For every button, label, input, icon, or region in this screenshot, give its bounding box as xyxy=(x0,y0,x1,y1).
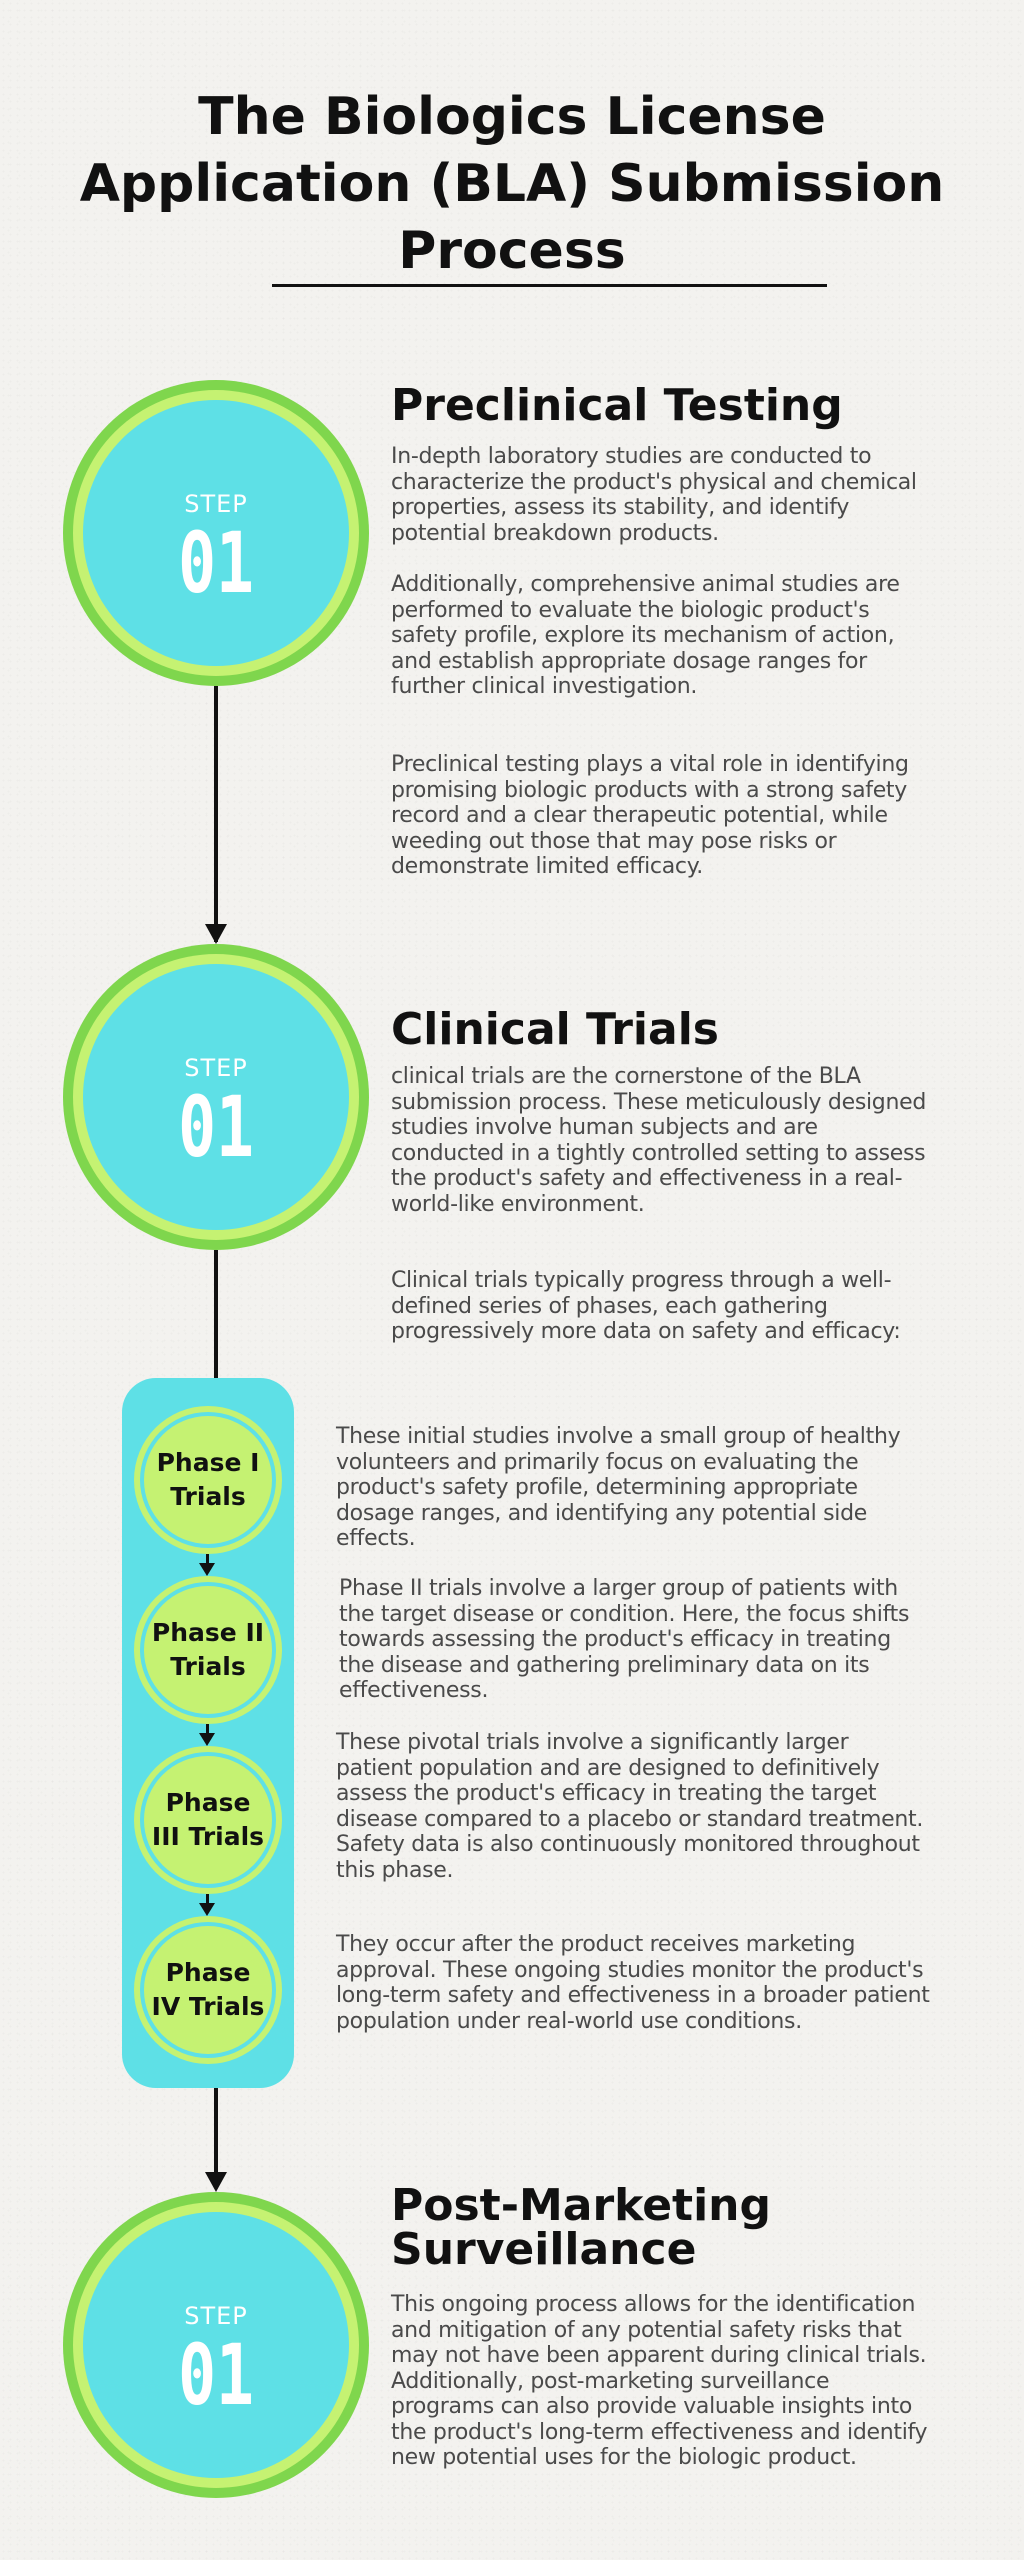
step-label: STEP xyxy=(184,490,248,518)
title-underline xyxy=(272,284,827,287)
step-badge-preclinical xyxy=(63,380,369,686)
phase-1-label: Phase I Trials xyxy=(156,1448,260,1511)
connector-line xyxy=(214,686,218,942)
phase-4-label: Phase IV Trials xyxy=(151,1958,265,2021)
arrow-down-icon xyxy=(199,1563,215,1576)
preclinical-paragraph-2: Additionally, comprehensive animal studies are performed to evaluate the biologic product's safety profile, explore its mechanism of action, and establish appropriate dosage ranges for further clinical investigation. xyxy=(391,572,900,699)
step-badge-clinical xyxy=(63,944,369,1250)
arrow-down-icon xyxy=(205,2172,227,2192)
phase-2-description: Phase II trials involve a larger group of patients with the target disease or condition. Here, the focus shifts towards assessing the product's efficacy in treating the disease and gathering preliminary data on its effectiveness. xyxy=(339,1576,910,1703)
step-number: 01 xyxy=(178,514,254,612)
phase-1-description: These initial studies involve a small group of healthy volunteers and primarily focus on evaluating the product's safety profile, determining appropriate dosage ranges, and identifying any potential side effects. xyxy=(336,1424,901,1551)
phase-3-badge xyxy=(134,1746,282,1894)
preclinical-paragraph-1: In-depth laboratory studies are conducted to characterize the product's physical and chemical properties, assess its stability, and identify potential breakdown products. xyxy=(391,444,917,546)
phase-2-label: Phase II Trials xyxy=(151,1618,265,1681)
step-number: 01 xyxy=(178,2326,254,2424)
heading-post-marketing-surveillance: Post-Marketing Surveillance xyxy=(391,2180,771,2275)
page-title: The Biologics License Application (BLA) Submission Process xyxy=(79,87,945,281)
arrow-down-icon xyxy=(199,1903,215,1916)
connector-line xyxy=(214,1250,218,1380)
preclinical-paragraph-3: Preclinical testing plays a vital role in identifying promising biologic products with a strong safety record and a clear therapeutic potential, while weeding out those that may pose risks or demonstrate limited efficacy. xyxy=(391,752,909,879)
post-marketing-paragraph-1: This ongoing process allows for the identification and mitigation of any potential safety risks that may not have been apparent during clinical trials. Additionally, post-marketing surveillance programs can also provide valuable insights into the product's long-term effectiveness and identify new potential uses for the biologic product. xyxy=(391,2292,928,2470)
step-number: 01 xyxy=(178,1078,254,1176)
phase-3-description: These pivotal trials involve a significantly larger patient population and are designed to definitively assess the product's efficacy in treating the target disease compared to a placebo or standard treatment. Safety data is also continuously monitored throughout this phase. xyxy=(336,1730,924,1883)
phase-1-badge xyxy=(134,1406,282,1554)
step-label: STEP xyxy=(184,2302,248,2330)
phase-4-description: They occur after the product receives marketing approval. These ongoing studies monitor the product's long-term safety and effectiveness in a broader patient population under real-world use conditions. xyxy=(336,1932,930,2034)
heading-preclinical-testing: Preclinical Testing xyxy=(391,380,843,431)
step-badge-post-marketing xyxy=(63,2192,369,2498)
heading-clinical-trials: Clinical Trials xyxy=(391,1004,719,1055)
phase-2-badge xyxy=(134,1576,282,1724)
phase-4-badge xyxy=(134,1916,282,2064)
clinical-paragraph-1: clinical trials are the cornerstone of the BLA submission process. These meticulously designed studies involve human subjects and are conducted in a tightly controlled setting to assess the product's safety and effectiveness in a real-world-like environment. xyxy=(391,1064,927,1217)
arrow-down-icon xyxy=(205,924,227,944)
arrow-down-icon xyxy=(199,1733,215,1746)
step-label: STEP xyxy=(184,1054,248,1082)
clinical-paragraph-2: Clinical trials typically progress through a well-defined series of phases, each gathering progressively more data on safety and efficacy: xyxy=(391,1268,901,1344)
phase-3-label: Phase III Trials xyxy=(151,1788,265,1851)
